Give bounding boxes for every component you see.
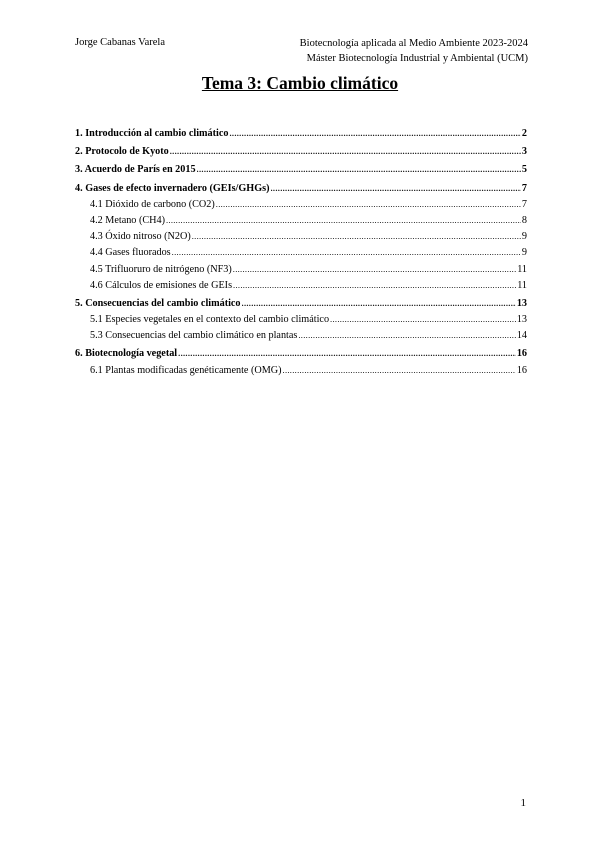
toc-entry[interactable] — [75, 348, 527, 364]
toc-entry-page: 11 — [517, 263, 527, 275]
toc-entry[interactable] — [75, 146, 527, 162]
header-program: Máster Biotecnología Industrial y Ambiental (UCM) — [306, 52, 528, 64]
toc-entry-title: 6.1 Plantas modificadas genéticamente (OMG) — [90, 364, 282, 376]
toc-entry-page: 16 — [516, 348, 527, 360]
toc-entry-title: 5.3 Consecuencias del cambio climático en plantas — [90, 330, 298, 342]
toc-leader-dots — [233, 264, 516, 274]
toc-leader-dots — [192, 231, 521, 241]
header-author: Jorge Cabanas Varela — [75, 37, 165, 48]
toc-entry-page: 13 — [516, 314, 527, 326]
toc-entry[interactable] — [75, 247, 527, 263]
toc-entry[interactable] — [75, 199, 527, 215]
toc-entry[interactable] — [75, 314, 527, 330]
toc-entry-page: 13 — [516, 297, 527, 309]
toc-entry-page: 7 — [521, 182, 527, 194]
toc-entry-page: 11 — [517, 279, 527, 291]
toc-entry-title: 4.4 Gases fluorados — [90, 247, 171, 259]
toc-entry[interactable] — [75, 164, 527, 180]
toc-leader-dots — [233, 280, 516, 290]
toc-entry[interactable] — [75, 280, 527, 296]
toc-leader-dots — [170, 146, 521, 156]
toc-entry-page: 9 — [521, 231, 527, 243]
toc-entry-page: 3 — [521, 146, 527, 158]
toc-entry[interactable] — [75, 264, 527, 280]
toc-leader-dots — [172, 247, 521, 257]
toc-entry-title: 4. Gases de efecto invernadero (GEIs/GHGs) — [75, 182, 270, 194]
toc-entry-title: 4.3 Óxido nitroso (N2O) — [90, 231, 191, 243]
toc-leader-dots — [197, 164, 521, 174]
toc-leader-dots — [271, 183, 521, 193]
toc-entry-title: 4.2 Metano (CH4) — [90, 214, 165, 226]
toc-entry[interactable] — [75, 183, 527, 199]
toc-leader-dots — [216, 199, 521, 209]
toc-entry-page: 5 — [521, 164, 527, 176]
toc-leader-dots — [298, 330, 515, 340]
toc-leader-dots — [242, 298, 516, 308]
toc-entry-title: 4.6 Cálculos de emisiones de GEIs — [90, 279, 233, 291]
toc-leader-dots — [178, 348, 516, 358]
toc-entry-title: 1. Introducción al cambio climático — [75, 128, 229, 139]
toc-entry-title: 5. Consecuencias del cambio climático — [75, 297, 241, 309]
toc-entry[interactable] — [75, 298, 527, 314]
toc-entry[interactable] — [75, 330, 527, 346]
toc-leader-dots — [330, 314, 516, 324]
toc-entry-title: 4.1 Dióxido de carbono (CO2) — [90, 198, 215, 210]
toc-entry-page: 16 — [516, 364, 527, 376]
header-course: Biotecnología aplicada al Medio Ambiente 2023-2024 — [299, 38, 528, 49]
header-right — [300, 37, 528, 66]
toc-entry[interactable] — [75, 231, 527, 247]
toc-entry-title: 6. Biotecnología vegetal — [75, 348, 178, 360]
toc-entry-page: 2 — [521, 128, 527, 139]
page-title — [0, 73, 600, 94]
page-number: 1 — [520, 797, 526, 809]
table-of-contents — [75, 128, 527, 381]
toc-entry[interactable] — [75, 215, 527, 231]
toc-entry-title: 5.1 Especies vegetales en el contexto del cambio climático — [90, 314, 330, 326]
toc-leader-dots — [283, 365, 516, 375]
toc-entry[interactable] — [75, 365, 527, 381]
toc-leader-dots — [166, 215, 521, 225]
toc-entry-title: 4.5 Trifluoruro de nitrógeno (NF3) — [90, 263, 232, 275]
toc-entry-page: 14 — [516, 330, 527, 342]
toc-entry[interactable] — [75, 128, 527, 144]
toc-entry-title: 2. Protocolo de Kyoto — [75, 146, 169, 158]
toc-leader-dots — [229, 128, 520, 138]
toc-entry-page: 8 — [521, 214, 527, 226]
toc-entry-title: 3. Acuerdo de París en 2015 — [75, 164, 196, 176]
toc-entry-page: 9 — [521, 247, 527, 259]
toc-entry-page: 7 — [521, 198, 527, 210]
page-title-text: Tema 3: Cambio climático — [201, 73, 399, 93]
